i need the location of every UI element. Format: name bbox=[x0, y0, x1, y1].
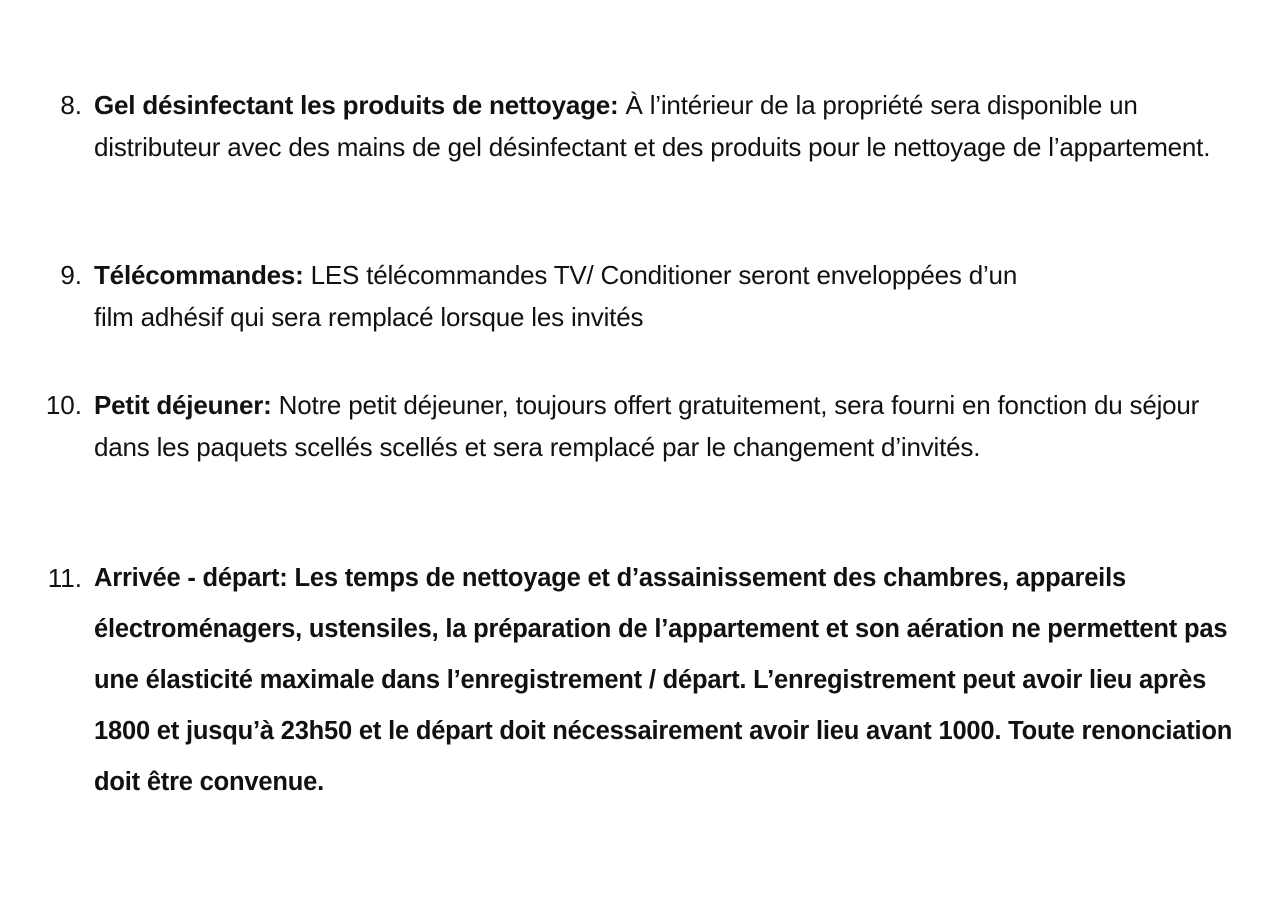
item-number: 11. bbox=[47, 563, 82, 593]
item-label: Arrivée - départ: bbox=[94, 564, 288, 592]
item-label: Petit déjeuner: bbox=[94, 390, 272, 420]
item-body bbox=[94, 84, 1254, 200]
item-body bbox=[94, 553, 1244, 808]
item-label: Télécommandes: bbox=[94, 260, 304, 290]
item-number: 9. bbox=[60, 260, 82, 290]
item-number: 10. bbox=[45, 390, 82, 420]
item-number: 8. bbox=[60, 90, 82, 120]
item-text: Les temps de nettoyage et d’assainissement des chambres, appareils électroménagers, ustensiles, la préparation de l’appartement et son aération ne permettent pas une élasticité maximale dans l’enregistrement / départ. L’enregistrement peut avoir lieu après 1800 et jusqu’à 23h50 et le départ doit nécessairement avoir lieu avant 1000. Toute renonciation doit être convenue. bbox=[94, 564, 1233, 796]
item-body bbox=[94, 254, 1054, 338]
item-text: Notre petit déjeuner, toujours offert gratuitement, sera fourni en fonction du séjour dans les paquets scellés scellés et sera remplacé par le changement d’invités. bbox=[94, 390, 1200, 462]
item-body bbox=[94, 384, 1204, 500]
item-text: À l’intérieur de la propriété sera disponible un distributeur avec des mains de gel désinfectant et des produits pour le nettoyage de l’appartement. bbox=[94, 90, 1211, 162]
item-text: LES télécommandes TV/ Conditioner seront enveloppées d’un film adhésif qui sera remplacé lorsque les invités bbox=[94, 260, 1018, 332]
item-label: Gel désinfectant les produits de nettoyage: bbox=[94, 90, 619, 120]
